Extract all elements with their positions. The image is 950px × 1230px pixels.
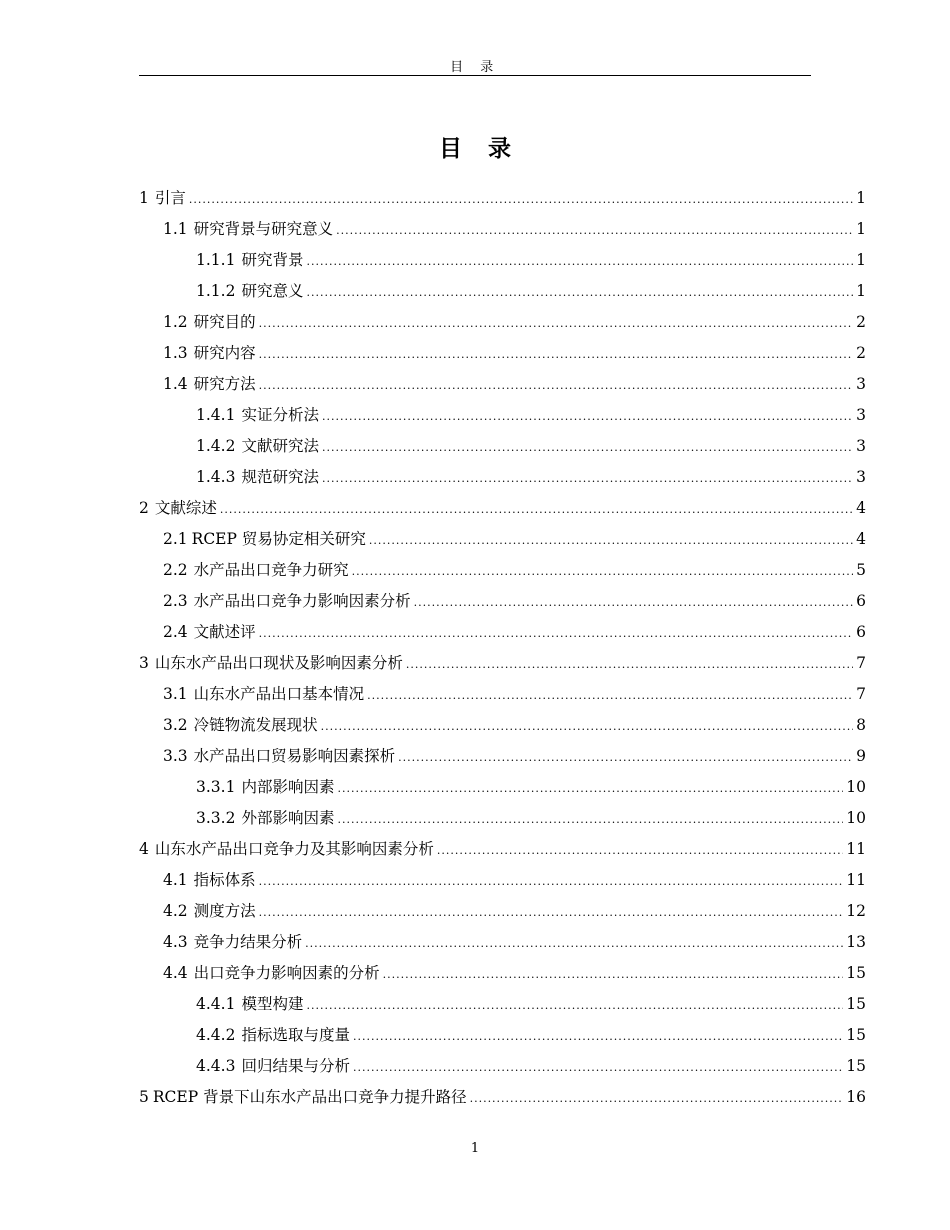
toc-entry-page: 15 <box>846 995 866 1013</box>
toc-entry-page: 3 <box>856 406 866 424</box>
toc-entry-title: 指标体系 <box>193 871 256 889</box>
toc-entry-page: 1 <box>856 220 866 238</box>
toc-entry-title: 冷链物流发展现状 <box>193 716 318 734</box>
toc-entry[interactable] <box>139 1023 866 1054</box>
toc-entry-page: 6 <box>856 623 866 641</box>
toc-dot-leader <box>337 813 843 826</box>
toc-entry-page: 2 <box>856 344 866 362</box>
toc-entry[interactable] <box>139 310 866 341</box>
toc-entry-page: 10 <box>846 778 866 796</box>
toc-entry-title: 规范研究法 <box>241 468 319 486</box>
toc-entry-title: RCEP 贸易协定相关研究 <box>191 530 366 548</box>
toc-entry-number: 3 <box>139 654 149 672</box>
toc-entry-title: 研究意义 <box>241 282 304 300</box>
toc-entry-title: 回归结果与分析 <box>241 1057 350 1075</box>
toc-entry[interactable] <box>139 806 866 837</box>
toc-entry-number: 1.2 <box>163 313 188 331</box>
toc-entry-title: RCEP 背景下山东水产品出口竞争力提升路径 <box>152 1088 467 1106</box>
toc-entry-number: 4.2 <box>163 902 188 920</box>
toc-entry[interactable] <box>139 1054 866 1085</box>
toc-entry-page: 4 <box>856 530 866 548</box>
running-header: 目 录 <box>450 60 500 75</box>
toc-dot-leader <box>220 503 853 516</box>
toc-entry-page: 9 <box>856 747 866 765</box>
toc-entry[interactable] <box>139 279 866 310</box>
toc-entry-number: 2.4 <box>163 623 188 641</box>
toc-dot-leader <box>306 999 843 1012</box>
toc-entry-number: 4.3 <box>163 933 188 951</box>
toc-entry[interactable] <box>139 868 866 899</box>
toc-dot-leader <box>259 906 844 919</box>
toc-entry-number: 2 <box>139 499 149 517</box>
toc-entry-title: 文献综述 <box>154 499 217 517</box>
toc-entry[interactable] <box>139 341 866 372</box>
toc-entry-page: 7 <box>856 685 866 703</box>
toc-dot-leader <box>367 689 853 702</box>
toc-entry-page: 10 <box>846 809 866 827</box>
toc-entry-title: 山东水产品出口基本情况 <box>193 685 365 703</box>
toc-title-char-2: 录 <box>488 136 511 162</box>
toc-entry-page: 3 <box>856 437 866 455</box>
toc-entry-page: 11 <box>846 871 866 889</box>
toc-dot-leader <box>306 255 853 268</box>
toc-dot-leader <box>189 193 853 206</box>
toc-dot-leader <box>414 596 853 609</box>
toc-entry-number: 2.2 <box>163 561 188 579</box>
toc-entry-number: 1.4.1 <box>196 406 236 424</box>
toc-entry-number: 1.4.3 <box>196 468 236 486</box>
toc-entry-title: 研究背景与研究意义 <box>193 220 334 238</box>
toc-entry-number: 5 <box>139 1088 149 1106</box>
toc-entry[interactable] <box>139 403 866 434</box>
toc-entry-number: 2.1 <box>163 530 188 548</box>
toc-entry-title: 研究内容 <box>193 344 256 362</box>
toc-entry-title: 引言 <box>154 189 186 207</box>
page-number: 1 <box>470 1141 480 1156</box>
toc-entry-page: 15 <box>846 1026 866 1044</box>
toc-entry-number: 3.1 <box>163 685 188 703</box>
toc-entry-number: 3.3 <box>163 747 188 765</box>
toc-dot-leader <box>259 317 853 330</box>
toc-entry-title: 实证分析法 <box>241 406 319 424</box>
toc-entry[interactable] <box>139 434 866 465</box>
toc-entry-number: 1 <box>139 189 149 207</box>
toc-dot-leader <box>321 720 853 733</box>
toc-entry[interactable] <box>139 1085 866 1116</box>
toc-entry[interactable] <box>139 372 866 403</box>
toc-entry-title: 出口竞争力影响因素的分析 <box>193 964 380 982</box>
toc-entry[interactable] <box>139 217 866 248</box>
toc-entry-number: 3.3.2 <box>196 809 236 827</box>
toc-dot-leader <box>336 224 853 237</box>
toc-entry-number: 4.4.2 <box>196 1026 236 1044</box>
toc-entry-page: 2 <box>856 313 866 331</box>
toc-entry[interactable] <box>139 186 866 217</box>
toc-entry-page: 15 <box>846 964 866 982</box>
toc-dot-leader <box>406 658 853 671</box>
toc-entry-title: 水产品出口竞争力研究 <box>193 561 349 579</box>
toc-dot-leader <box>437 844 843 857</box>
toc-entry-page: 5 <box>856 561 866 579</box>
toc-entry-page: 3 <box>856 375 866 393</box>
toc-entry-page: 13 <box>846 933 866 951</box>
toc-dot-leader <box>470 1092 844 1105</box>
toc-entry[interactable] <box>139 465 866 496</box>
toc-entry-title: 研究背景 <box>241 251 304 269</box>
toc-dot-leader <box>398 751 853 764</box>
toc-entry-number: 4.4 <box>163 964 188 982</box>
toc-entry[interactable] <box>139 527 866 558</box>
toc-entry-number: 2.3 <box>163 592 188 610</box>
toc-entry-number: 1.4.2 <box>196 437 236 455</box>
toc-dot-leader <box>337 782 843 795</box>
toc-entry-number: 4.1 <box>163 871 188 889</box>
table-of-contents <box>139 186 866 1116</box>
toc-entry-number: 4 <box>139 840 149 858</box>
toc-entry-page: 1 <box>856 251 866 269</box>
toc-title <box>139 130 811 163</box>
toc-dot-leader <box>259 348 853 361</box>
header-rule <box>139 75 811 76</box>
toc-dot-leader <box>322 410 853 423</box>
toc-entry-title: 指标选取与度量 <box>241 1026 350 1044</box>
toc-entry-page: 6 <box>856 592 866 610</box>
toc-entry-title: 模型构建 <box>241 995 304 1013</box>
toc-dot-leader <box>322 472 853 485</box>
toc-entry[interactable] <box>139 682 866 713</box>
toc-entry-number: 3.2 <box>163 716 188 734</box>
toc-dot-leader <box>369 534 853 547</box>
toc-entry[interactable] <box>139 837 866 868</box>
toc-entry[interactable] <box>139 496 866 527</box>
toc-entry-number: 4.4.1 <box>196 995 236 1013</box>
toc-entry-number: 4.4.3 <box>196 1057 236 1075</box>
toc-entry-number: 1.1 <box>163 220 188 238</box>
toc-entry-title: 水产品出口贸易影响因素探析 <box>193 747 396 765</box>
toc-entry-title: 竞争力结果分析 <box>193 933 303 951</box>
toc-entry-title: 山东水产品出口竞争力及其影响因素分析 <box>154 840 434 858</box>
toc-dot-leader <box>353 1061 843 1074</box>
toc-dot-leader <box>305 937 843 950</box>
toc-entry-number: 1.4 <box>163 375 188 393</box>
toc-entry-title: 水产品出口竞争力影响因素分析 <box>193 592 411 610</box>
toc-dot-leader <box>383 968 844 981</box>
toc-entry-page: 4 <box>856 499 866 517</box>
toc-dot-leader <box>259 379 853 392</box>
toc-entry[interactable] <box>139 961 866 992</box>
toc-dot-leader <box>259 627 853 640</box>
toc-entry-title: 内部影响因素 <box>241 778 335 796</box>
toc-entry[interactable] <box>139 775 866 806</box>
toc-entry-title: 山东水产品出口现状及影响因素分析 <box>154 654 403 672</box>
toc-entry[interactable] <box>139 248 866 279</box>
toc-dot-leader <box>322 441 853 454</box>
toc-entry-page: 8 <box>856 716 866 734</box>
toc-entry[interactable] <box>139 899 866 930</box>
toc-entry[interactable] <box>139 589 866 620</box>
toc-entry-page: 1 <box>856 282 866 300</box>
toc-entry-page: 11 <box>846 840 866 858</box>
toc-dot-leader <box>259 875 844 888</box>
toc-entry-page: 12 <box>846 902 866 920</box>
toc-dot-leader <box>306 286 853 299</box>
toc-entry-number: 3.3.1 <box>196 778 236 796</box>
toc-entry[interactable] <box>139 930 866 961</box>
toc-entry[interactable] <box>139 713 866 744</box>
toc-entry-page: 7 <box>856 654 866 672</box>
toc-entry-title: 文献述评 <box>193 623 256 641</box>
toc-entry[interactable] <box>139 992 866 1023</box>
toc-dot-leader <box>353 1030 843 1043</box>
toc-entry-number: 1.1.1 <box>196 251 236 269</box>
toc-entry-title: 文献研究法 <box>241 437 319 455</box>
toc-entry[interactable] <box>139 620 866 651</box>
toc-entry[interactable] <box>139 651 866 682</box>
toc-entry-title: 研究方法 <box>193 375 256 393</box>
toc-entry-page: 16 <box>846 1088 866 1106</box>
toc-entry-page: 15 <box>846 1057 866 1075</box>
toc-dot-leader <box>352 565 853 578</box>
toc-entry-title: 测度方法 <box>193 902 256 920</box>
toc-entry-title: 外部影响因素 <box>241 809 335 827</box>
toc-entry-number: 1.3 <box>163 344 188 362</box>
toc-entry-number: 1.1.2 <box>196 282 236 300</box>
toc-entry-page: 1 <box>856 189 866 207</box>
toc-title-char-1: 目 <box>439 136 462 162</box>
toc-entry-title: 研究目的 <box>193 313 256 331</box>
toc-entry-page: 3 <box>856 468 866 486</box>
toc-entry[interactable] <box>139 558 866 589</box>
toc-entry[interactable] <box>139 744 866 775</box>
